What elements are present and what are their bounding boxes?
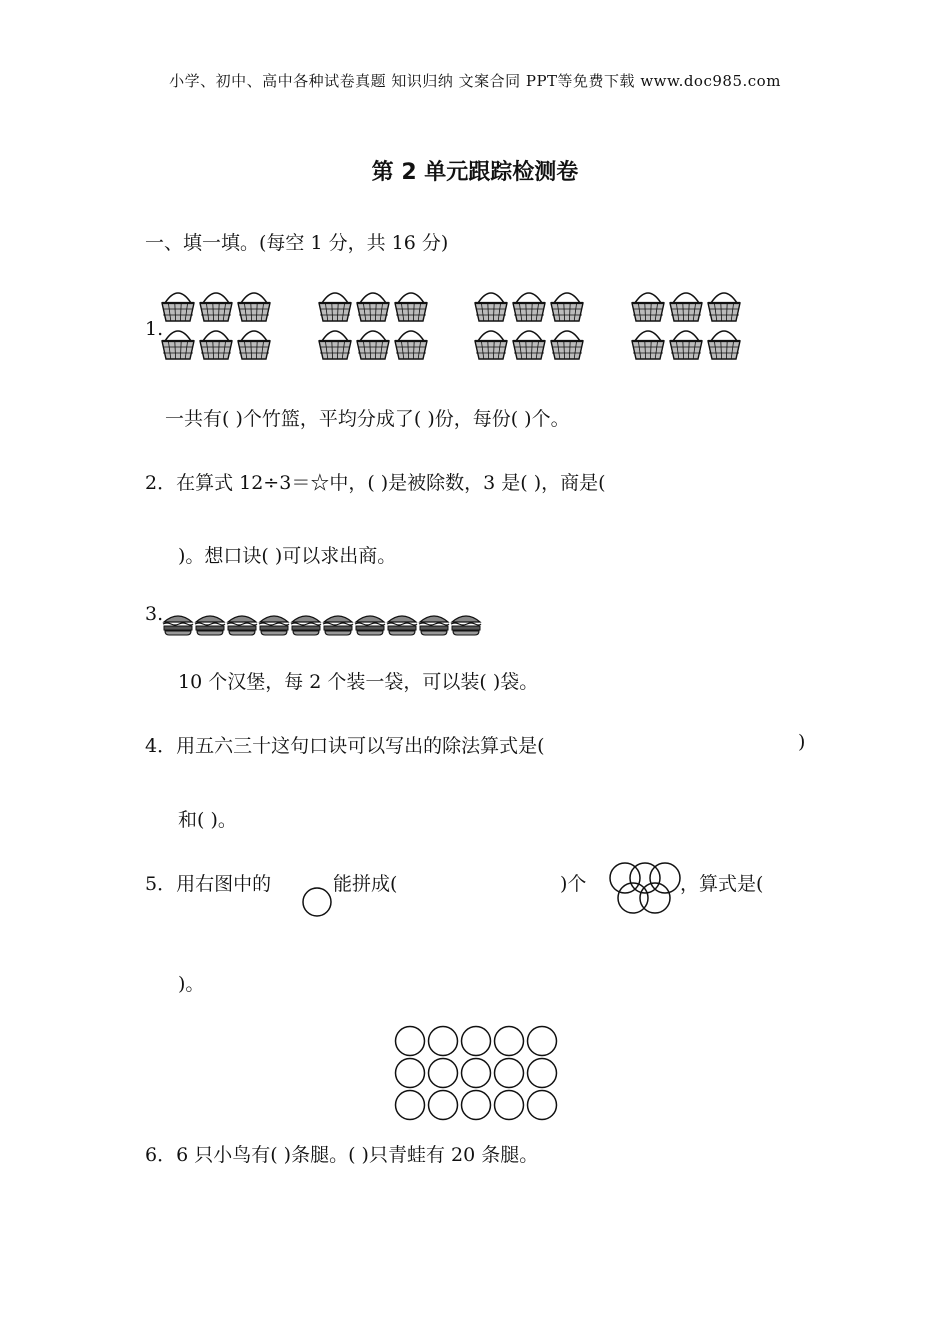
basket-icon [708, 331, 740, 359]
hamburger-row-illustration [163, 612, 493, 637]
grid-circle [462, 1091, 491, 1120]
q4-line2: 和( )。 [178, 809, 237, 831]
basket-icon [200, 293, 232, 321]
basket-icon [357, 331, 389, 359]
grid-circle [396, 1059, 425, 1088]
basket-icon [551, 331, 583, 359]
grid-circle [495, 1091, 524, 1120]
q2-line2: )。想口诀( )可以求出商。 [178, 545, 397, 567]
basket-icon [708, 293, 740, 321]
basket-icon [319, 331, 351, 359]
burger-icon [227, 616, 257, 635]
page-header: 小学、初中、高中各种试卷真题 知识归纳 文案合同 PPT等免费下载 www.doc985.com [169, 72, 781, 90]
grid-circle [528, 1059, 557, 1088]
grid-circle [528, 1027, 557, 1056]
circle-grid-figure [393, 1025, 558, 1125]
burger-icon [387, 616, 417, 635]
burger-icon [355, 616, 385, 635]
basket-icon [513, 293, 545, 321]
burger-icon [259, 616, 289, 635]
burger-icon [291, 616, 321, 635]
burger-icon [451, 616, 481, 635]
basket-icon [162, 331, 194, 359]
basket-icon [475, 293, 507, 321]
single-circle-icon [301, 886, 333, 918]
grid-circle [462, 1059, 491, 1088]
q3-text: 10 个汉堡，每 2 个装一袋，可以装( )袋。 [178, 671, 539, 693]
q1-number: 1. [145, 318, 164, 340]
basket-icon [162, 293, 194, 321]
burger-icon [163, 616, 193, 635]
basket-icon [632, 293, 664, 321]
basket-icon [670, 293, 702, 321]
basket-icon [670, 331, 702, 359]
q5-part2: 能拼成( [333, 873, 398, 895]
q3-number: 3. [145, 603, 164, 625]
section-heading: 一、填一填。(每空 1 分，共 16 分) [145, 232, 449, 254]
basket-icon [238, 293, 270, 321]
basket-icon [357, 293, 389, 321]
q6-text: 6．6 只小鸟有( )条腿。( )只青蛙有 20 条腿。 [145, 1144, 539, 1166]
grid-circle [495, 1027, 524, 1056]
grid-circle [396, 1091, 425, 1120]
burger-icon [195, 616, 225, 635]
basket-groups-illustration [160, 285, 760, 370]
grid-circle [462, 1027, 491, 1056]
basket-icon [200, 331, 232, 359]
basket-icon [632, 331, 664, 359]
q5-part1: 5．用右图中的 [145, 873, 272, 895]
q4-line1: 4．用五六三十这句口诀可以写出的除法算式是( [145, 735, 545, 757]
q1-text: 一共有( )个竹篮，平均分成了( )份，每份( )个。 [165, 408, 570, 430]
basket-icon [551, 293, 583, 321]
grid-circle [429, 1059, 458, 1088]
grid-circle [429, 1027, 458, 1056]
grid-circle [429, 1091, 458, 1120]
basket-icon [513, 331, 545, 359]
basket-icon [319, 293, 351, 321]
basket-icon [475, 331, 507, 359]
grid-circle [495, 1059, 524, 1088]
basket-icon [395, 331, 427, 359]
burger-icon [323, 616, 353, 635]
five-rings-figure [605, 858, 683, 916]
grid-circle [528, 1091, 557, 1120]
burger-icon [419, 616, 449, 635]
q5-part3: )个 [560, 873, 587, 895]
basket-icon [238, 331, 270, 359]
q4-line1-end: ) [798, 731, 806, 753]
basket-icon [395, 293, 427, 321]
q2-line1: 2．在算式 12÷3＝☆中，( )是被除数，3 是( )，商是( [145, 472, 606, 494]
grid-circle [396, 1027, 425, 1056]
page-title: 第 2 单元跟踪检测卷 [371, 160, 579, 185]
q5-part4: ，算式是( [680, 873, 764, 895]
q5-line2: )。 [178, 973, 205, 995]
